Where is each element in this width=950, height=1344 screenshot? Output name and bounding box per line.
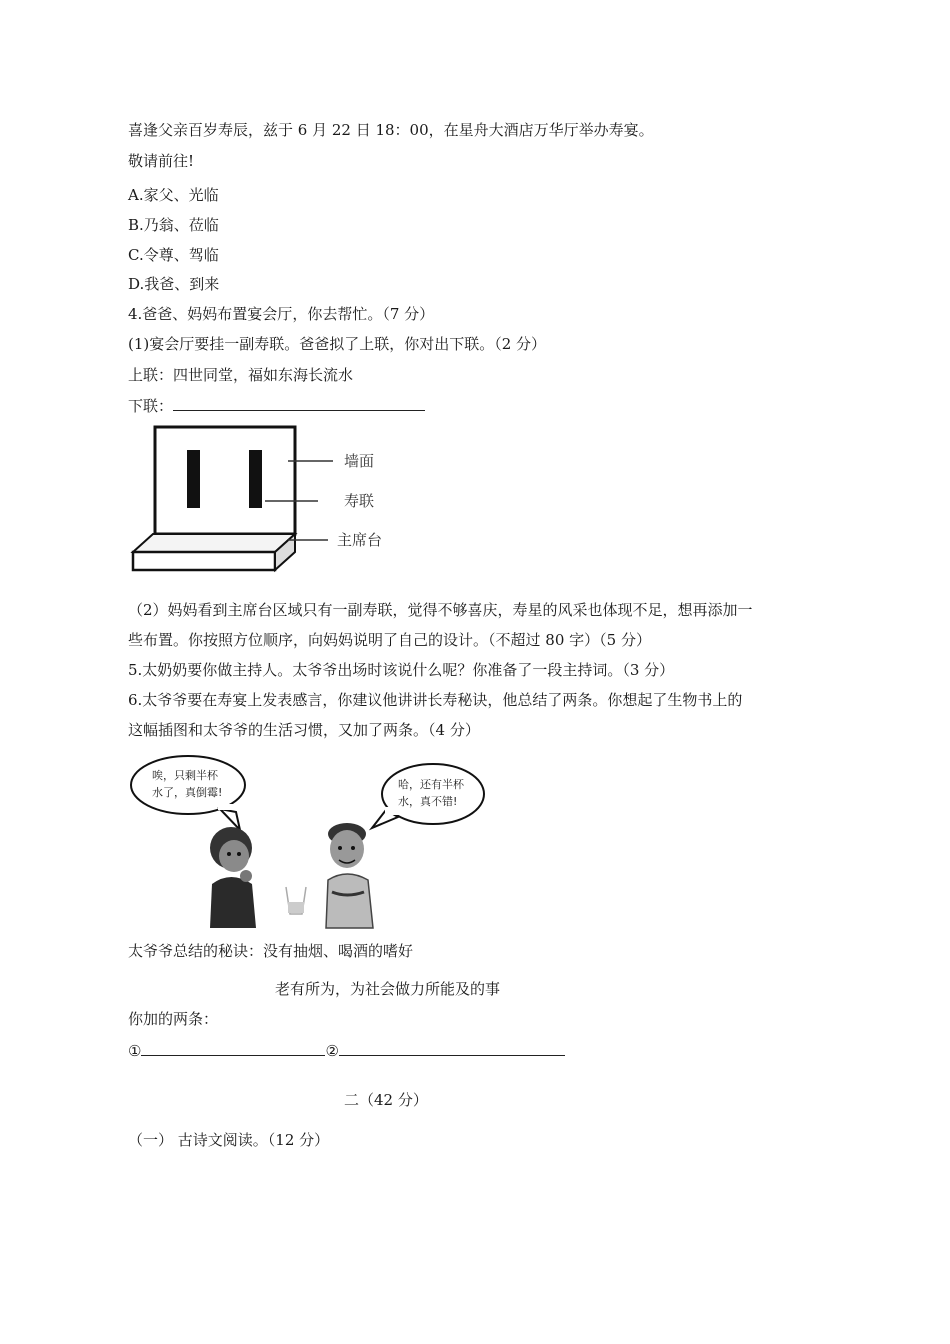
couplet-right [249, 450, 262, 508]
answer-mark-2: ② [325, 1042, 339, 1060]
optimist-boy [326, 823, 373, 928]
q4-title: 4.爸爸、妈妈布置宴会厅，你去帮忙。（7 分） [128, 305, 435, 323]
stage-front [133, 552, 275, 570]
bubble-right [372, 764, 484, 828]
invitation-line-2: 敬请前往! [128, 152, 195, 170]
q6-line1: 6.太爷爷要在寿宴上发表感言，你建议他讲讲长寿秘诀，他总结了两条。你想起了生物书上的 [128, 691, 743, 709]
option-d: D.我爸、到来 [128, 275, 220, 293]
pessimist-boy [210, 827, 256, 928]
stage-label: 主席台 [337, 531, 383, 549]
bubble-left-text-1: 唉，只剩半杯 [152, 769, 218, 782]
lower-couplet-label: 下联： [128, 397, 174, 415]
wall-label: 墙面 [344, 452, 375, 470]
q5-text: 5.太奶奶要你做主持人。太爷爷出场时该说什么呢？你准备了一段主持词。（3 分） [128, 661, 675, 679]
hall-figure [128, 424, 398, 576]
answer-blank-2[interactable] [339, 1039, 565, 1056]
answer-blank-1[interactable] [141, 1039, 325, 1056]
lower-couplet-blank[interactable] [173, 394, 425, 411]
q4-sub2-line1: （2）妈妈看到主席台区域只有一副寿联，觉得不够喜庆，寿星的风采也体现不足，想再添加一 [128, 601, 753, 619]
bubble-left [131, 756, 245, 830]
bubble-left-text-2: 水了，真倒霉! [152, 786, 223, 799]
secret-1: 太爷爷总结的秘诀：没有抽烟、喝酒的嗜好 [128, 942, 414, 960]
bubble-right-text-2: 水，真不错! [398, 795, 458, 808]
answer-row [128, 1039, 565, 1062]
half-glass-illustration [128, 752, 488, 930]
option-b: B.乃翁、莅临 [128, 216, 219, 234]
secret-2: 老有所为，为社会做力所能及的事 [275, 980, 501, 998]
option-c: C.令尊、驾临 [128, 246, 219, 264]
lower-couplet-row [128, 394, 425, 417]
q4-sub2-line2: 些布置。你按照方位顺序，向妈妈说明了自己的设计。（不超过 80 字）（5 分） [128, 631, 651, 649]
your-two-label: 你加的两条： [128, 1010, 219, 1028]
upper-couplet: 上联：四世同堂，福如东海长流水 [128, 366, 354, 384]
answer-mark-1: ① [128, 1042, 142, 1060]
q4-sub1: (1)宴会厅要挂一副寿联。爸爸拟了上联，你对出下联。（2 分） [128, 335, 547, 353]
invitation-line-1: 喜逢父亲百岁寿辰，兹于 6 月 22 日 18：00，在星舟大酒店万华厅举办寿宴。 [128, 121, 654, 139]
couplet-label: 寿联 [344, 492, 375, 510]
option-a: A.家父、光临 [128, 186, 219, 204]
stage-top [133, 534, 295, 552]
wall-outline [155, 427, 295, 534]
bubble-right-text-1: 哈，还有半杯 [398, 778, 464, 791]
q6-line2: 这幅插图和太爷爷的生活习惯，又加了两条。（4 分） [128, 721, 480, 739]
section-2-title: 二（42 分） [344, 1091, 428, 1109]
section-2-sub: （一） 古诗文阅读。（12 分） [128, 1131, 330, 1149]
half-glass [286, 887, 306, 914]
couplet-left [187, 450, 200, 508]
